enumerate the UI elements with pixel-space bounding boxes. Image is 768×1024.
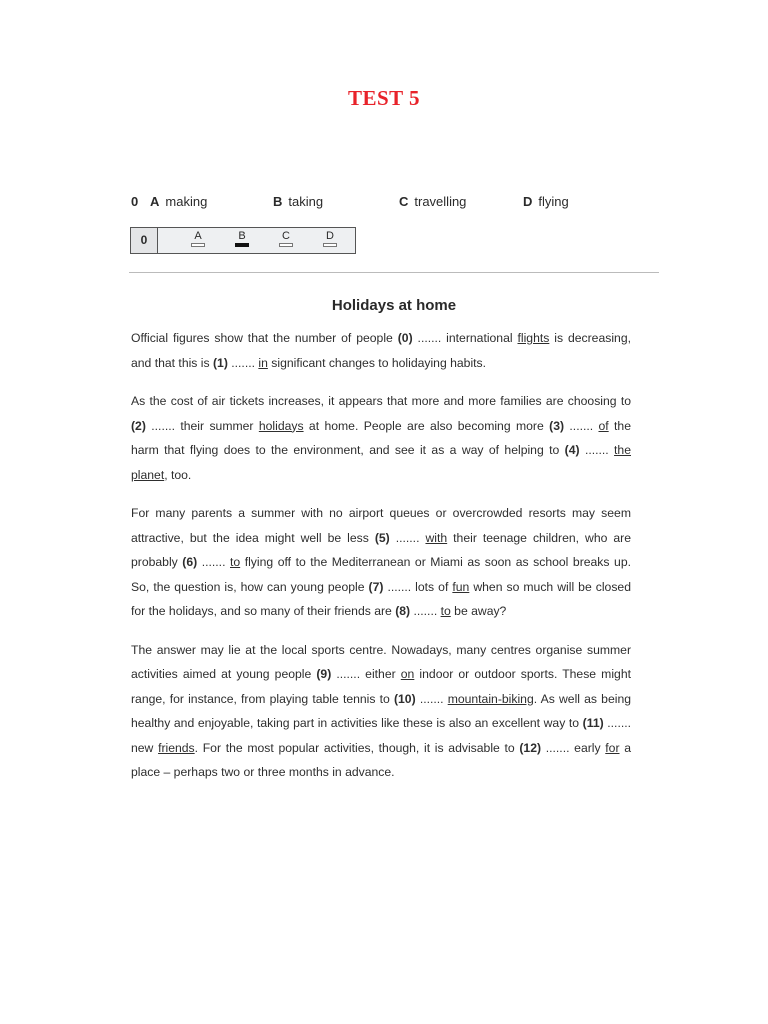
gap-number: (12) — [519, 740, 542, 755]
text-segment: ....... lots of — [383, 579, 453, 594]
text-segment: a place – perhaps two or three months in advance. — [131, 740, 631, 779]
underlined-word: mountain-biking — [447, 691, 534, 706]
text-segment: ....... early — [541, 740, 606, 755]
gap-number: (0) — [397, 331, 413, 345]
underlined-word: holidays — [258, 418, 304, 433]
option-a: A making — [150, 194, 208, 209]
gap-number: (1) — [212, 355, 228, 370]
gap-number: (7) — [368, 579, 384, 594]
underlined-word: with — [425, 530, 448, 545]
text-segment: ....... — [410, 604, 441, 618]
option-c: C travelling — [399, 194, 467, 209]
text-segment: , too. — [164, 467, 192, 482]
text-segment: ....... — [564, 418, 599, 433]
text-segment: the harm that flying does to the environment, and see it as a way of helping to — [131, 418, 631, 457]
gap-number: (2) — [131, 418, 146, 433]
gap-number: (9) — [316, 667, 332, 681]
underlined-word: the planet — [131, 443, 631, 482]
gap-number: (8) — [395, 604, 411, 618]
example-answer-sheet — [130, 227, 356, 254]
text-segment: ....... their summer — [145, 418, 259, 433]
text-segment: . For the most popular activities, though, it is advisable to — [194, 740, 520, 755]
gap-number: (11) — [582, 716, 604, 730]
answer-bubble-b[interactable]: B — [230, 230, 254, 247]
text-segment: ....... — [197, 555, 230, 569]
text-segment: . As well as being healthy and enjoyable, taking part in activities like these is also an excellent way to — [131, 691, 631, 730]
gap-number: (10) — [393, 691, 416, 706]
text-segment: is decreasing, and that this is — [131, 331, 631, 370]
text-segment: The answer may lie at the local sports centre. Nowadays, many centres organise summer activities aimed at young people — [131, 642, 631, 681]
text-segment: For many parents a summer with no airport queues or overcrowded resorts may seem attractive, but the idea might well be less — [131, 506, 631, 545]
answer-sheet-number: 0 — [131, 228, 158, 253]
text-segment: indoor or outdoor sports. These might range, for instance, from playing table tennis to — [131, 667, 631, 706]
underlined-word: in — [258, 355, 268, 370]
page-title: TEST 5 — [347, 86, 421, 110]
article-paragraph — [131, 326, 631, 375]
divider — [129, 272, 659, 273]
article-paragraph — [131, 389, 631, 487]
text-segment: significant changes to holidaying habits. — [267, 355, 487, 370]
text-segment: ....... — [415, 691, 448, 706]
text-segment: Official figures show that the number of people — [131, 331, 398, 345]
underlined-word: for — [605, 740, 620, 755]
answer-bubble-a[interactable]: A — [186, 230, 210, 247]
text-segment: As the cost of air tickets increases, it appears that more and more families are choosing to — [131, 394, 631, 408]
text-segment: ....... either — [331, 667, 401, 681]
example-options — [131, 194, 671, 212]
article-paragraph — [131, 638, 631, 785]
answer-bubble-d[interactable]: D — [318, 230, 342, 247]
gap-number: (3) — [549, 418, 565, 433]
example-number: 0 — [131, 194, 139, 209]
text-segment: ....... — [227, 355, 259, 370]
option-b: B taking — [273, 194, 324, 209]
article-paragraph — [131, 501, 631, 624]
article-title: Holidays at home — [331, 297, 457, 314]
underlined-word: of — [598, 418, 609, 433]
underlined-word: to — [440, 604, 451, 618]
text-segment: ....... — [579, 443, 615, 457]
text-segment: at home. People are also becoming more — [303, 418, 550, 433]
text-segment: ....... international — [412, 331, 518, 345]
option-d: D flying — [523, 194, 569, 209]
underlined-word: on — [400, 667, 415, 681]
underlined-word: to — [230, 555, 241, 569]
text-segment: be away? — [450, 604, 507, 618]
gap-number: (4) — [564, 443, 580, 457]
underlined-word: flights — [517, 331, 550, 345]
gap-number: (6) — [182, 555, 198, 569]
text-segment: when so much will be closed for the holidays, and so many of their friends are — [131, 579, 631, 618]
text-segment: ....... — [389, 530, 426, 545]
answer-bubble-c[interactable]: C — [274, 230, 298, 247]
text-segment: their teenage children, who are probably — [131, 530, 631, 569]
underlined-word: fun — [452, 579, 470, 594]
text-segment: ....... new — [131, 716, 631, 755]
article-body — [131, 326, 631, 799]
gap-number: (5) — [374, 530, 390, 545]
text-segment: flying off to the Mediterranean or Miami as soon as school breaks up. So, the question is, how can young people — [131, 555, 631, 594]
underlined-word: friends — [158, 740, 195, 755]
